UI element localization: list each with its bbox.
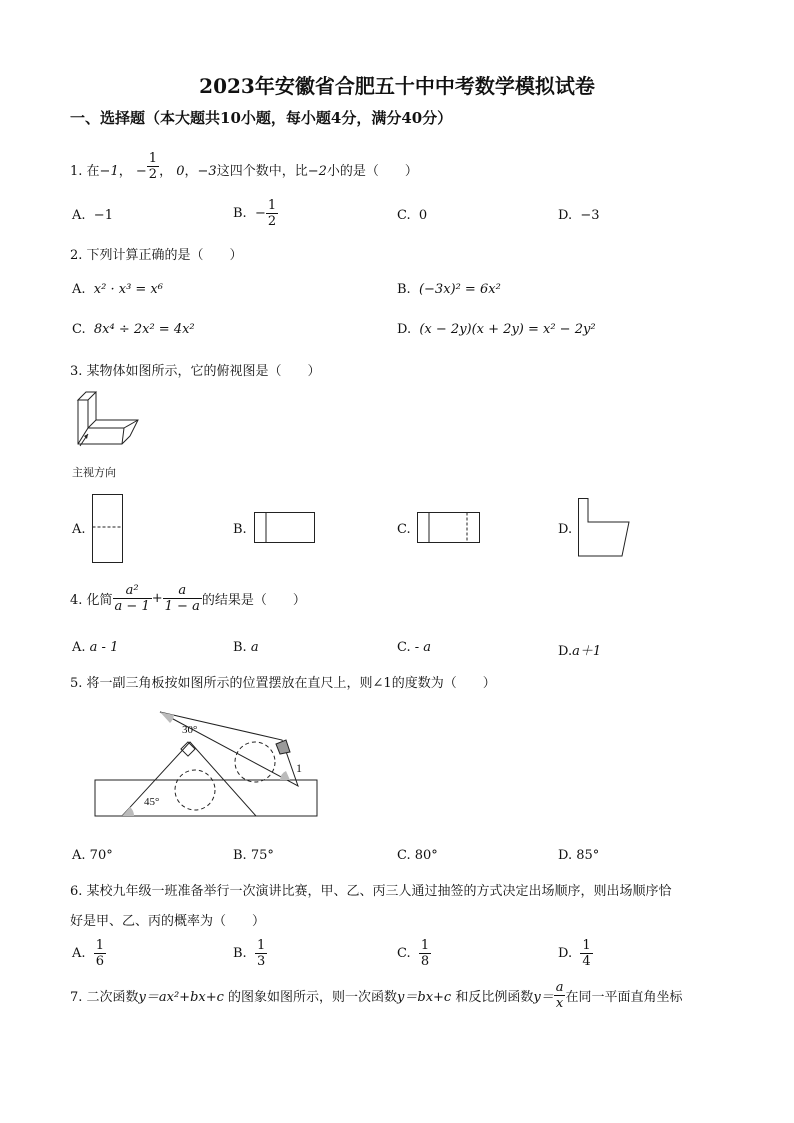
q1-option-b-label: B. — [233, 206, 247, 221]
q1-sep-1: ， — [118, 164, 132, 179]
q6-option-a-denominator: 6 — [95, 954, 105, 969]
q1-option-d[interactable] — [558, 208, 600, 223]
q3-object-figure — [72, 388, 144, 450]
question-1 — [70, 151, 418, 182]
q7-quadratic: y＝ax²+bx+c — [138, 990, 224, 1005]
label-angle-1: 1 — [296, 761, 302, 775]
question-3: 3. 某物体如图所示，它的俯视图是（ ） — [70, 364, 321, 379]
q6-option-b-label: B. — [233, 946, 247, 961]
q4-fraction-1-numerator: a² — [113, 583, 152, 599]
q5-option-c-label: C. — [397, 848, 411, 863]
q7-mid-1: 的图象如图所示，则一次函数 — [223, 990, 398, 1005]
question-6-line-1: 6. 某校九年级一班准备举行一次演讲比赛，甲、乙、丙三人通过抽签的方式决定出场顺序，则出场顺序恰 — [70, 884, 672, 899]
q7-prefix: 7. 二次函数 — [70, 990, 139, 1005]
q5-option-c[interactable] — [397, 848, 438, 863]
q7-fraction-numerator: a — [555, 980, 564, 995]
q1-number-5: −2 — [307, 164, 327, 179]
q6-option-a-numerator: 1 — [95, 938, 105, 953]
q4-fraction-2 — [163, 583, 202, 614]
q1-option-d-value: −3 — [580, 208, 600, 223]
q4-option-b-value: a — [250, 640, 259, 655]
q2-option-b[interactable] — [397, 282, 501, 297]
q6-option-d[interactable] — [558, 938, 593, 969]
q3-option-a-figure[interactable] — [92, 494, 124, 564]
q2-option-a-value: x² · x³ = x⁶ — [93, 282, 163, 297]
q4-option-d-value: a＋1 — [572, 644, 602, 659]
q5-option-a-label: A. — [72, 848, 86, 863]
q3-option-c-figure[interactable] — [417, 512, 481, 544]
q4-option-c-value: - a — [414, 640, 432, 655]
q4-fraction-2-numerator: a — [163, 583, 202, 599]
question-6-line-2: 好是甲、乙、丙的概率为（ ） — [70, 914, 266, 929]
q5-option-d-label: D. — [558, 848, 573, 863]
q5-option-b-label: B. — [233, 848, 247, 863]
q7-linear: y＝bx+c — [397, 990, 452, 1005]
q5-option-b[interactable] — [233, 848, 274, 863]
label-30-degree: 30° — [182, 724, 198, 736]
q3-option-b-label[interactable]: B. — [233, 522, 247, 537]
q1-fraction-numerator: 1 — [148, 151, 158, 166]
question-2: 2. 下列计算正确的是（ ） — [70, 248, 243, 263]
q6-option-a-fraction — [94, 938, 106, 969]
q5-option-a[interactable] — [72, 848, 113, 863]
q4-fraction-1 — [113, 583, 152, 614]
q5-triangle-ruler-figure — [90, 706, 326, 822]
q5-option-d[interactable] — [558, 848, 599, 863]
q2-option-d[interactable] — [397, 322, 596, 337]
q2-option-c-label: C. — [72, 322, 86, 337]
q2-option-b-label: B. — [397, 282, 411, 297]
q1-option-b-sign: − — [254, 206, 266, 221]
q3-view-direction-caption: 主视方向 — [72, 466, 116, 479]
q4-plus: + — [151, 591, 163, 606]
q1-fraction — [147, 151, 159, 182]
q1-option-a-label: A. — [72, 208, 86, 223]
q1-fraction-sign: − — [135, 164, 147, 179]
q1-option-b[interactable] — [233, 198, 278, 229]
q6-option-b-fraction — [255, 938, 267, 969]
q2-option-d-label: D. — [397, 322, 412, 337]
q2-option-d-value: (x − 2y)(x + 2y) = x² − 2y² — [419, 322, 596, 337]
q6-option-c-denominator: 8 — [420, 954, 430, 969]
q6-option-a[interactable] — [72, 938, 106, 969]
q1-option-d-label: D. — [558, 208, 573, 223]
q4-prefix: 4. 化简 — [70, 593, 113, 608]
q1-option-a-value: −1 — [93, 208, 113, 223]
q4-option-a-value: a - 1 — [89, 640, 119, 655]
q5-option-a-value: 70° — [89, 848, 113, 863]
q4-option-d-label: D. — [558, 644, 573, 659]
q3-option-a-label[interactable]: A. — [72, 522, 86, 537]
q1-option-b-denominator: 2 — [267, 214, 277, 229]
q6-option-c-fraction — [419, 938, 431, 969]
q6-option-d-numerator: 1 — [582, 938, 591, 953]
q1-sep-3: ， — [184, 164, 198, 179]
q7-fraction-denominator: x — [555, 996, 564, 1011]
q3-option-d-label[interactable]: D. — [558, 522, 573, 537]
q6-option-c-numerator: 1 — [420, 938, 430, 953]
q7-suffix: 在同一平面直角坐标 — [565, 990, 683, 1005]
q4-suffix: 的结果是（ ） — [201, 593, 306, 608]
q6-option-c-label: C. — [397, 946, 411, 961]
q6-option-c[interactable] — [397, 938, 431, 969]
q4-option-c-label: C. — [397, 640, 411, 655]
section-heading: 一、选择题（本大题共10小题，每小题4分，满分40分） — [70, 109, 453, 127]
q4-fraction-2-denominator: 1 − a — [164, 599, 200, 614]
q1-option-c-value: 0 — [418, 208, 428, 223]
label-45-degree: 45° — [144, 796, 160, 808]
q7-inverse-fraction — [554, 980, 566, 1011]
q1-suffix: 小的是（ ） — [326, 164, 418, 179]
q4-fraction-1-denominator: a − 1 — [114, 599, 150, 614]
q4-option-b-label: B. — [233, 640, 247, 655]
q1-number-4: −3 — [197, 164, 217, 179]
q1-option-c[interactable] — [397, 208, 427, 223]
question-7 — [70, 980, 683, 1011]
q4-option-a[interactable] — [72, 640, 118, 655]
q4-option-d[interactable] — [558, 640, 601, 659]
q7-inverse-lhs: y＝ — [533, 990, 554, 1005]
q6-option-d-label: D. — [558, 946, 573, 961]
q6-option-d-denominator: 4 — [582, 954, 591, 969]
q1-mid-text: 这四个数中，比 — [216, 164, 308, 179]
q6-option-b-denominator: 3 — [256, 954, 266, 969]
page-title: 2023年安徽省合肥五十中中考数学模拟试卷 — [199, 74, 595, 98]
question-5: 5. 将一副三角板按如图所示的位置摆放在直尺上，则∠1的度数为（ ） — [70, 676, 496, 691]
q4-option-c[interactable] — [397, 640, 431, 655]
q6-option-a-label: A. — [72, 946, 86, 961]
q7-mid-2: 和反比例函数 — [451, 990, 534, 1005]
q3-option-c-label[interactable]: C. — [397, 522, 411, 537]
q3-option-b-figure[interactable] — [254, 512, 316, 544]
q1-number-3: 0 — [176, 164, 185, 179]
q2-option-a-label: A. — [72, 282, 86, 297]
q4-option-b[interactable] — [233, 640, 259, 655]
q3-option-d-figure[interactable] — [578, 498, 632, 558]
q5-option-b-value: 75° — [250, 848, 274, 863]
q6-option-b[interactable] — [233, 938, 267, 969]
q2-option-b-value: (−3x)² = 6x² — [418, 282, 501, 297]
q5-option-d-value: 85° — [576, 848, 600, 863]
q1-option-b-numerator: 1 — [267, 198, 277, 213]
q1-option-a[interactable] — [72, 208, 113, 223]
q1-option-c-label: C. — [397, 208, 411, 223]
question-4 — [70, 583, 306, 614]
q4-option-a-label: A. — [72, 640, 86, 655]
q1-fraction-denominator: 2 — [148, 167, 158, 182]
q2-option-c[interactable] — [72, 322, 195, 337]
q1-number-1: −1 — [99, 164, 119, 179]
q2-option-a[interactable] — [72, 282, 163, 297]
q2-option-c-value: 8x⁴ ÷ 2x² = 4x² — [93, 322, 195, 337]
q1-sep-2: ， — [159, 164, 173, 179]
q1-prefix: 1. 在 — [70, 164, 100, 179]
q6-option-b-numerator: 1 — [256, 938, 266, 953]
q1-option-b-fraction — [266, 198, 278, 229]
q6-option-d-fraction — [580, 938, 592, 969]
q5-option-c-value: 80° — [414, 848, 438, 863]
